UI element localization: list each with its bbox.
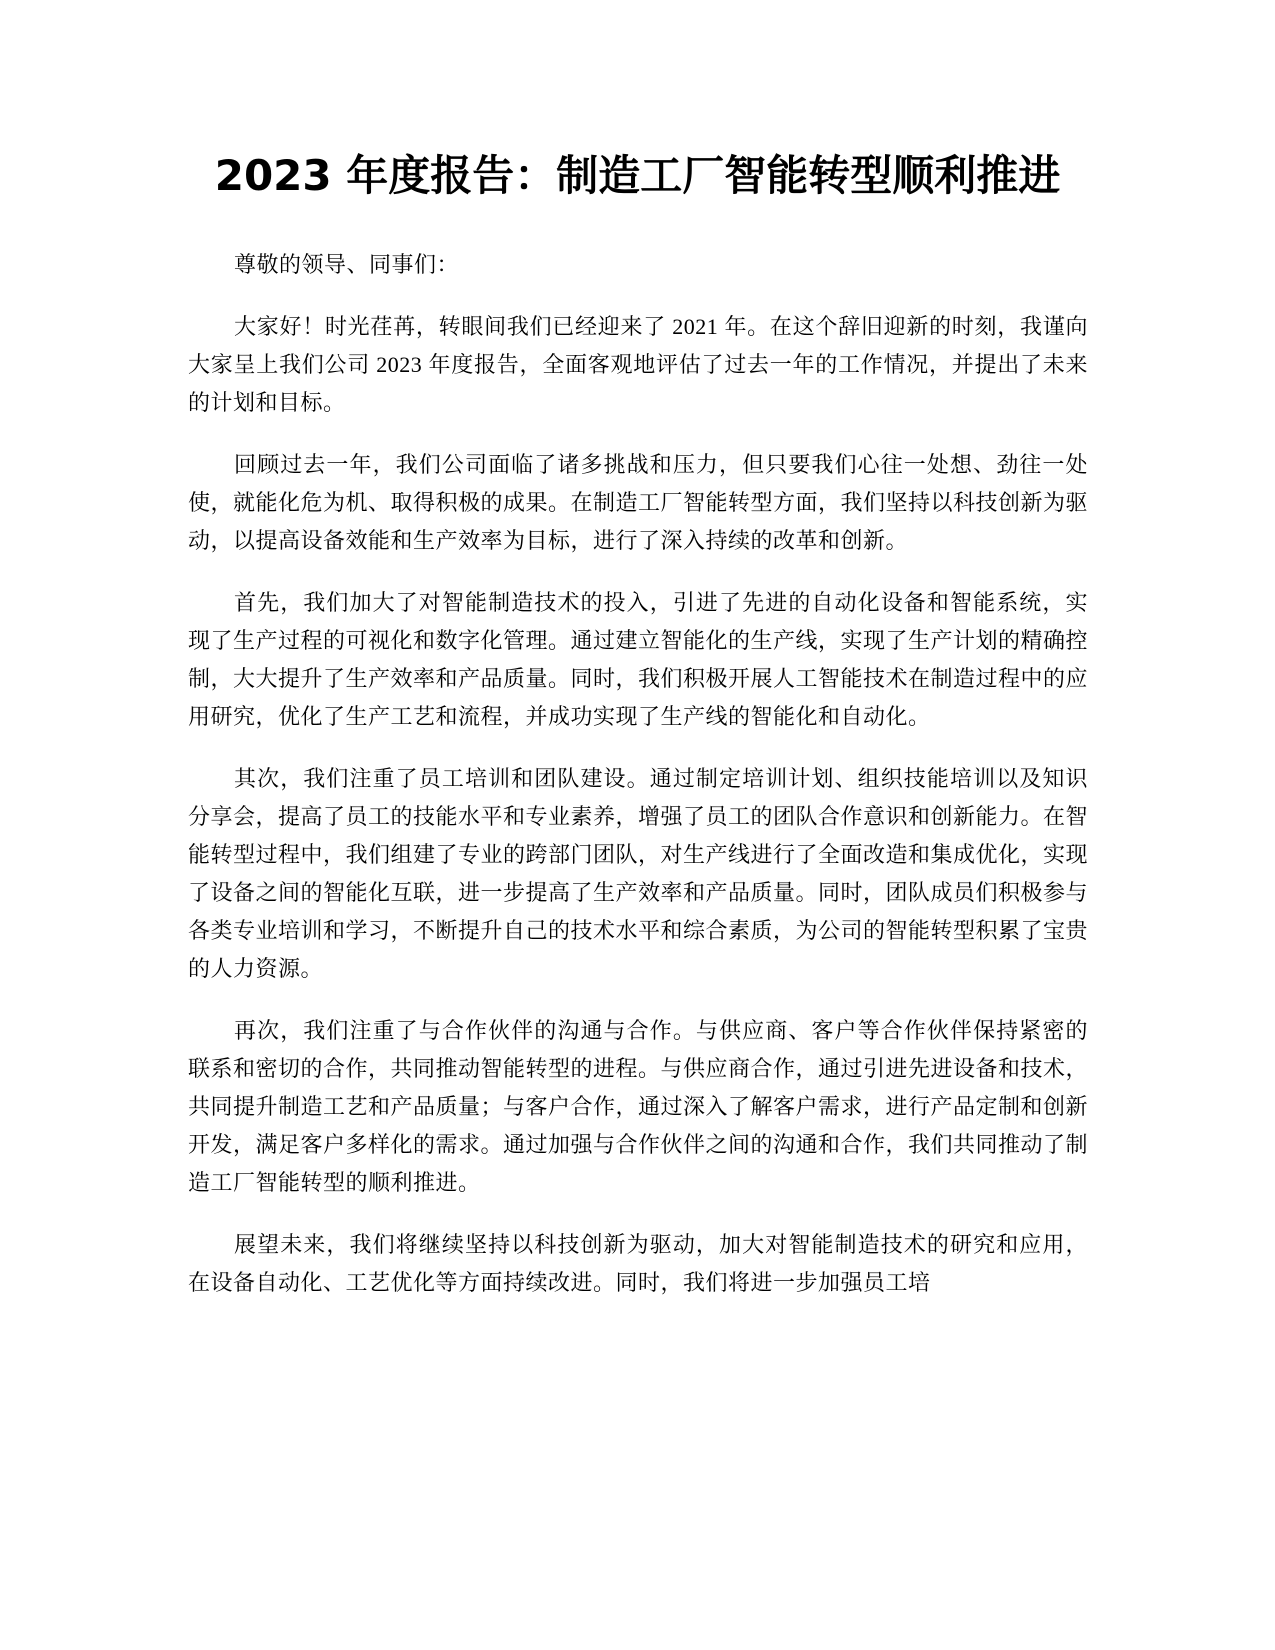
greeting: 尊敬的领导、同事们： bbox=[234, 252, 460, 277]
paragraph-review: 回顾过去一年，我们公司面临了诸多挑战和压力，但只要我们心往一处想、劲往一处使，就能化危为机、取得积极的成果。在制造工厂智能转型方面，我们坚持以科技创新为驱动，以提高设备效能和生产效率为目标，进行了深入持续的改革和创新。 bbox=[188, 452, 1089, 553]
document-body bbox=[188, 246, 1088, 1326]
paragraph-second: 其次，我们注重了员工培训和团队建设。通过制定培训计划、组织技能培训以及知识分享会，提高了员工的技能水平和专业素养，增强了员工的团队合作意识和创新能力。在智能转型过程中，我们组建了专业的跨部门团队，对生产线进行了全面改造和集成优化，实现了设备之间的智能化互联，进一步提高了生产效率和产品质量。同时，团队成员们积极参与各类专业培训和学习，不断提升自己的技术水平和综合素质，为公司的智能转型积累了宝贵的人力资源。 bbox=[188, 766, 1089, 981]
paragraph-third: 再次，我们注重了与合作伙伴的沟通与合作。与供应商、客户等合作伙伴保持紧密的联系和密切的合作，共同推动智能转型的进程。与供应商合作，通过引进先进设备和技术，共同提升制造工艺和产品质量；与客户合作，通过深入了解客户需求，进行产品定制和创新开发，满足客户多样化的需求。通过加强与合作伙伴之间的沟通和合作，我们共同推动了制造工厂智能转型的顺利推进。 bbox=[188, 1018, 1089, 1195]
paragraph-intro: 大家好！时光荏苒，转眼间我们已经迎来了 2021 年。在这个辞旧迎新的时刻，我谨向大家呈上我们公司 2023 年度报告，全面客观地评估了过去一年的工作情况，并提出了未来的计划和目标。 bbox=[188, 314, 1088, 415]
paragraph-first: 首先，我们加大了对智能制造技术的投入，引进了先进的自动化设备和智能系统，实现了生产过程的可视化和数字化管理。通过建立智能化的生产线，实现了生产计划的精确控制，大大提升了生产效率和产品质量。同时，我们积极开展人工智能技术在制造过程中的应用研究，优化了生产工艺和流程，并成功实现了生产线的智能化和自动化。 bbox=[188, 590, 1089, 729]
paragraph-outlook: 展望未来，我们将继续坚持以科技创新为驱动，加大对智能制造技术的研究和应用，在设备自动化、工艺优化等方面持续改进。同时，我们将进一步加强员工培 bbox=[188, 1232, 1088, 1295]
document-title: 2023 年度报告：制造工厂智能转型顺利推进 bbox=[214, 151, 1061, 200]
